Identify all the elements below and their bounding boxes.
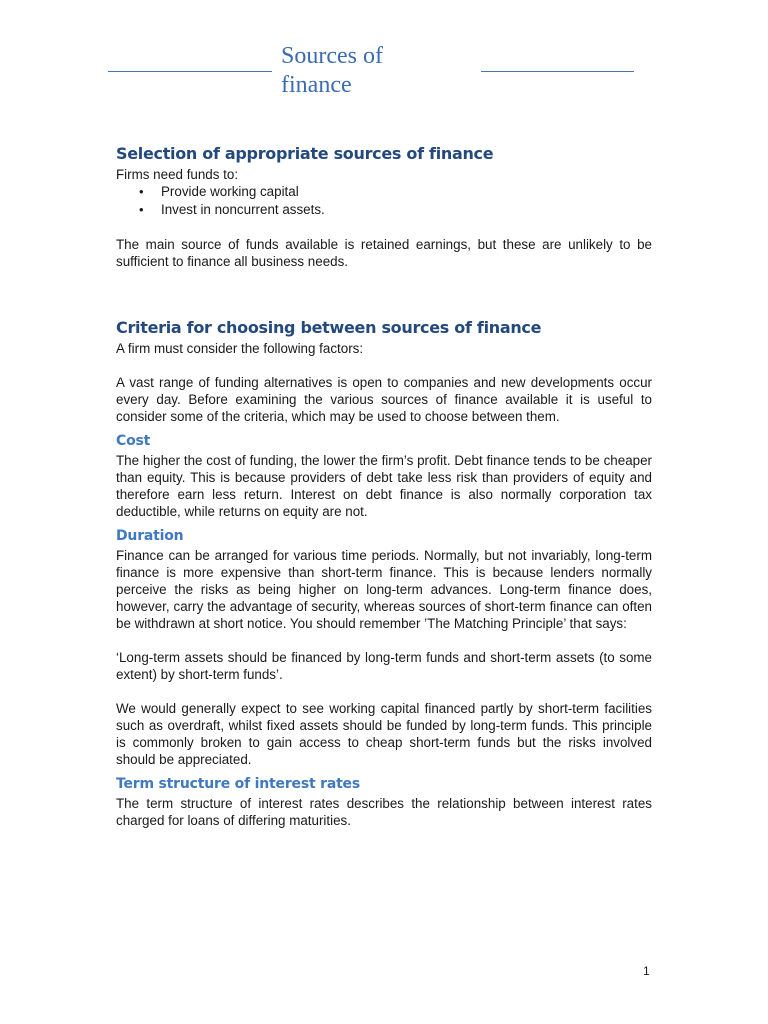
document-body xyxy=(116,141,652,829)
list-item: • Invest in noncurrent assets. xyxy=(161,201,652,219)
heading-cost: Cost xyxy=(116,433,151,449)
duration-paragraph-1: Finance can be arranged for various time periods. Normally, but not invariably, long-term finance is more expensive than short-term finance. This is because lenders normally perceive the risks as being higher on long-term advances. Long-term finance does, however, carry the advantage of security, whereas sources of short-term finance can often be withdrawn at short notice. You should remember ’The Matching Principle’ that says: xyxy=(116,548,652,631)
title-rule-right xyxy=(481,71,634,72)
criteria-intro: A firm must consider the following factors: xyxy=(116,341,364,356)
title-rule-left xyxy=(108,71,272,72)
list-item: • Provide working capital xyxy=(161,183,652,201)
heading-selection: Selection of appropriate sources of finance xyxy=(116,144,494,163)
duration-quote: ‘Long-term assets should be financed by long-term funds and short-term assets (to some extent) by short-term funds’. xyxy=(116,650,652,682)
heading-term-structure: Term structure of interest rates xyxy=(116,776,360,792)
duration-paragraph-3: We would generally expect to see working capital financed partly by short-term facilities such as overdraft, whilst fixed assets should be funded by long-term funds. This principle is commonly broken to gain access to cheap short-term funds but the risks involved should be appreciated. xyxy=(116,701,652,767)
criteria-paragraph: A vast range of funding alternatives is open to companies and new developments occur every day. Before examining the various sources of finance available it is useful to consider some of the criteria, which may be used to choose between them. xyxy=(116,375,652,424)
cost-paragraph: The higher the cost of funding, the lower the firm’s profit. Debt finance tends to be cheaper than equity. This is because providers of debt take less risk than providers of equity and therefore earn less return. Interest on debt finance is also normally corporation tax deductible, while returns on equity are not. xyxy=(116,453,652,519)
heading-criteria: Criteria for choosing between sources of finance xyxy=(116,318,542,337)
document-title: Sources of finance xyxy=(281,43,383,98)
selection-intro: Firms need funds to: xyxy=(116,167,239,182)
selection-paragraph: The main source of funds available is retained earnings, but these are unlikely to be sufficient to finance all business needs. xyxy=(116,237,652,269)
page-number: 1 xyxy=(643,964,650,978)
heading-duration: Duration xyxy=(116,528,184,544)
selection-bullet-list xyxy=(116,183,652,219)
term-structure-paragraph: The term structure of interest rates describes the relationship between interest rates charged for loans of differing maturities. xyxy=(116,796,652,828)
